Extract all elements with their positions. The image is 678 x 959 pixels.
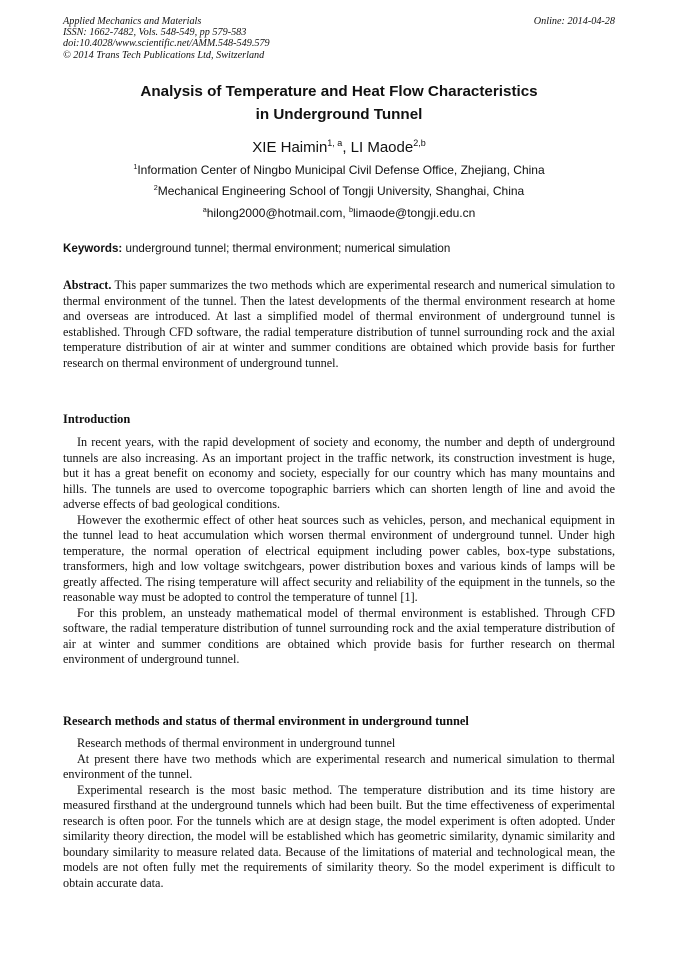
- affiliation-mark: 1: [133, 162, 138, 171]
- title-line-2: in Underground Tunnel: [255, 106, 423, 123]
- email-address: hilong2000@hotmail.com,: [206, 206, 349, 220]
- author-line: [63, 139, 615, 157]
- online-date: Online: 2014-04-28: [533, 16, 615, 27]
- abstract: [63, 278, 615, 371]
- affiliation-text: Mechanical Engineering School of Tongji University, Shanghai, China: [157, 184, 525, 198]
- affiliation-1: [63, 163, 615, 178]
- email-mark: a: [202, 205, 207, 214]
- abstract-text: This paper summarizes the two methods which are experimental research and numerical simulation to thermal environment of the tunnel. Then the latest developments of the thermal environment research at home and overseas are introduced. At last a simplified model of thermal environment of underground tunnel is established. Through CFD software, the radial temperature distribution of tunnel surrounding rock and the axial temperature distribution of air at winter and summer conditions are obtained which provide basis for further research on thermal environment of underground tunnel.: [63, 278, 615, 370]
- title-line-1: Analysis of Temperature and Heat Flow Characteristics: [140, 83, 538, 100]
- paragraph: For this problem, an unsteady mathematical model of thermal environment is established. Through CFD software, the radial temperature distribution of tunnel surrounding rock and the axial temperature distribution of air at winter and summer conditions are obtained which provide basis for further research on thermal environment of underground tunnel.: [63, 605, 615, 666]
- email-mark: b: [349, 205, 353, 214]
- journal-doi: doi:10.4028/www.scientific.net/AMM.548-549.579: [63, 38, 270, 50]
- section-heading-introduction: Introduction: [63, 412, 131, 426]
- author-affiliation-mark: 1, a: [327, 138, 343, 148]
- affiliation-text: Information Center of Ningbo Municipal Civil Defense Office, Zhejiang, China: [137, 163, 545, 177]
- abstract-label: Abstract.: [63, 278, 112, 292]
- affiliation-mark: 2: [153, 183, 158, 192]
- affiliation-2: [63, 184, 615, 199]
- author-name: XIE Haimin: [252, 139, 328, 156]
- journal-issn: ISSN: 1662-7482, Vols. 548-549, pp 579-583: [63, 27, 247, 39]
- paragraph: At present there have two methods which are experimental research and numerical simulation to thermal environment of the tunnel.: [63, 751, 615, 781]
- keywords-label: Keywords:: [63, 242, 123, 255]
- author-emails: [63, 206, 615, 221]
- paragraph: However the exothermic effect of other heat sources such as vehicles, person, and mechanical equipment in the tunnel lead to heat accumulation which worsen thermal environment of underground tunnel. Under high temperature, the normal operation of electrical equipment including power cables, box-type substations, transformers, high and low voltage switchgears, power distribution boxes and various kinds of lamps will be greatly affected. The rising temperature will affect security and reliability of the equipment in the tunnels, so the reasonable way must be adopted to control the temperature of tunnel [1].: [63, 512, 615, 604]
- paragraph: Research methods of thermal environment in underground tunnel: [77, 736, 396, 750]
- section-heading-research: Research methods and status of thermal environment in underground tunnel: [63, 714, 469, 728]
- keywords-text: underground tunnel; thermal environment; numerical simulation: [122, 242, 451, 255]
- journal-name: Applied Mechanics and Materials: [63, 16, 202, 27]
- author-affiliation-mark: 2,b: [413, 138, 426, 148]
- research-body: [63, 736, 615, 891]
- email-address: limaode@tongji.edu.cn: [353, 206, 476, 220]
- journal-header: [63, 16, 615, 61]
- paragraph: In recent years, with the rapid development of society and economy, the number and depth of underground tunnels are also increasing. As an important project in the traffic network, its construction investment is huge, but it has a great benefit on economy and society, especially for our country which has many mountains and hills. The tunnels are used to overcome topographic barriers which can shorten length of line and avoid the adverse effects of bad geological conditions.: [63, 435, 615, 511]
- journal-copyright: © 2014 Trans Tech Publications Ltd, Switzerland: [63, 49, 265, 61]
- author-name: LI Maode: [350, 139, 414, 156]
- author-separator: ,: [342, 139, 351, 156]
- paper-title: [63, 80, 615, 126]
- paragraph: Experimental research is the most basic method. The temperature distribution and its time history are measured firsthand at the underground tunnels which had been built. But the time effectiveness of experimental research is often poor. For the tunnels which are at design stage, the model experiment is often adopted. Under similarity theory direction, the model will be established which has geometric similarity, dynamic similarity and boundary similarity to measure related data. Because of the limitations of material and technological mean, the models are not often fully met the requirements of similarity theory. So the model experiment is difficult to obtain accurate data.: [63, 782, 615, 890]
- keywords: [63, 241, 615, 256]
- introduction-body: [63, 435, 615, 668]
- abstract-paragraph: [63, 278, 615, 371]
